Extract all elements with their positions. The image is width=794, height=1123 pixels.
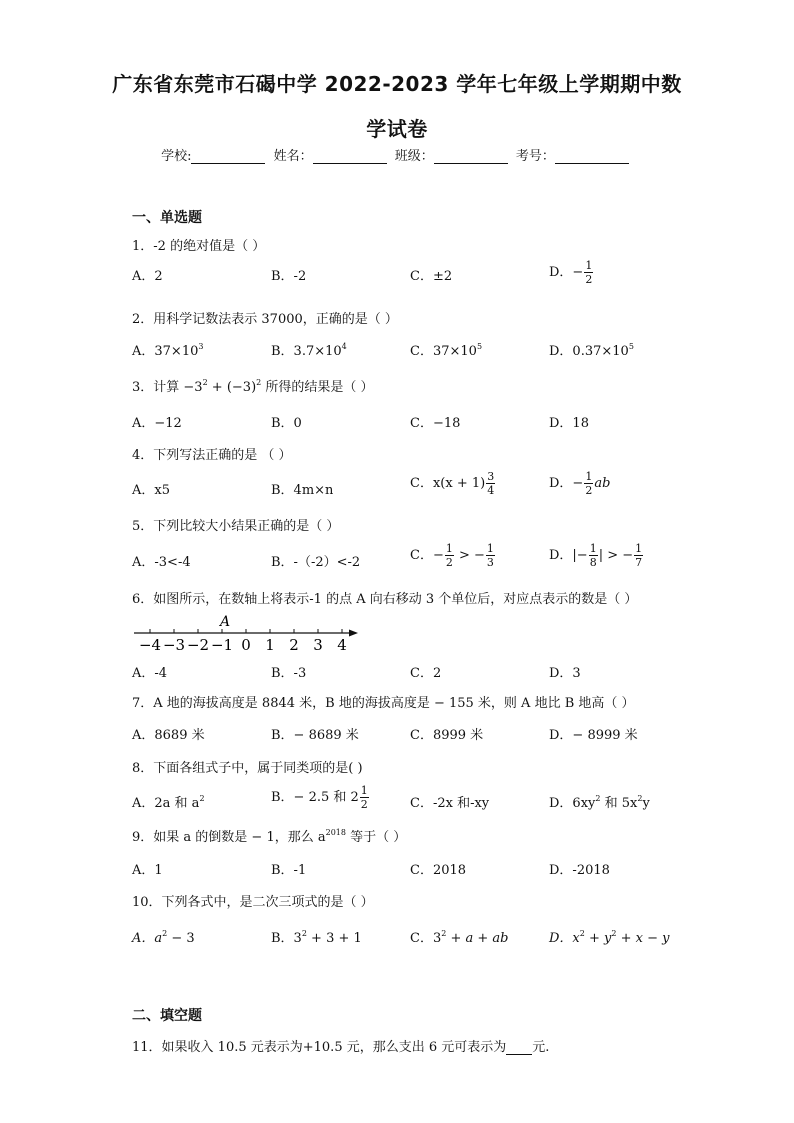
q7-option-b[interactable]: B．− 8689 米 (271, 728, 359, 743)
question-10-options (132, 927, 692, 957)
section-title-single-choice: 一、单选题 (132, 210, 202, 226)
q7-option-a[interactable]: A．8689 米 (132, 728, 205, 743)
q10-option-c[interactable] (410, 927, 508, 946)
q3-option-b[interactable]: B．0 (271, 416, 302, 431)
exam-number-blank[interactable] (555, 151, 629, 164)
q1-d-numerator: 1 (585, 259, 593, 272)
q8-b-fraction (360, 784, 369, 811)
q4-option-d[interactable] (549, 470, 610, 497)
q3-option-a[interactable]: A．−12 (132, 416, 182, 431)
q8-b-text: B．− 2.5 和 2 (271, 790, 359, 805)
q5-c-num2: 1 (486, 542, 494, 555)
q5-d-num2: 1 (635, 542, 643, 555)
q11-answer-blank[interactable] (506, 1042, 532, 1055)
class-blank[interactable] (434, 151, 508, 164)
q1-d-denominator: 2 (585, 273, 593, 286)
q4-c-fraction (486, 470, 495, 497)
question-11-stem (132, 1036, 549, 1055)
q8-d-pre: D．6xy (549, 796, 596, 811)
q6-option-c[interactable]: C．2 (410, 666, 442, 681)
q8-d-post: y (642, 796, 650, 811)
number-line-tick-label: −4 (138, 636, 162, 652)
q2-a-text: A．37×10 (132, 344, 199, 359)
q9-option-b[interactable]: B．-1 (271, 863, 307, 878)
q10-c-pre: C．3 (410, 931, 442, 946)
q8-d-exp1: 2 (595, 794, 601, 803)
q5-c-mid: > − (454, 548, 485, 563)
question-3-stem (132, 376, 374, 395)
q5-option-b[interactable]: B．-（-2）<-2 (271, 555, 361, 570)
question-8-stem: 8．下面各组式子中，属于同类项的是( ) (132, 761, 363, 776)
q10-b-exp: 2 (301, 929, 307, 938)
q11-stem-pre: 11．如果收入 10.5 元表示为+10.5 元，那么支出 6 元可表示为 (132, 1040, 507, 1055)
q8-d-mid: 和 5x (600, 796, 638, 811)
q8-a-text: A．2a 和 a (132, 796, 200, 811)
question-6-options (132, 662, 692, 692)
q9-option-a[interactable]: A．1 (132, 863, 163, 878)
q10-b-pre: B．3 (271, 931, 302, 946)
question-9-stem (132, 826, 406, 845)
q5-c-den1: 2 (445, 556, 453, 569)
q2-d-exponent: 5 (628, 342, 634, 351)
q4-option-c[interactable] (410, 470, 496, 497)
q10-c-post: + a + ab (446, 931, 509, 946)
q8-option-b[interactable] (271, 784, 370, 811)
exam-title-line1: 广东省东莞市石碣中学 2022-2023 学年七年级上学期期中数 (112, 72, 682, 96)
point-a-label: A (219, 614, 231, 630)
q4-c-denominator: 4 (487, 484, 495, 497)
q9-stem-exponent: 2018 (325, 828, 346, 837)
q5-d-den2: 7 (635, 556, 643, 569)
q1-option-a[interactable]: A．2 (132, 269, 163, 284)
q8-b-numerator: 1 (360, 784, 368, 797)
q10-d-pre: D．x (549, 931, 580, 946)
q3-stem-pre: 3．计算 −3 (132, 380, 203, 395)
q5-c-num1: 1 (445, 542, 453, 555)
exam-title-line2: 学试卷 (366, 117, 428, 141)
q6-option-a[interactable]: A．-4 (132, 666, 168, 681)
number-line-arrow (349, 630, 358, 637)
exam-number-label: 考号： (515, 149, 555, 164)
q4-d-numerator: 1 (585, 470, 593, 483)
question-5-options (132, 542, 692, 578)
number-line-tick-label: 1 (265, 636, 275, 652)
question-7-options (132, 724, 692, 754)
q6-option-b[interactable]: B．-3 (271, 666, 307, 681)
q7-option-d[interactable]: D．− 8999 米 (549, 728, 638, 743)
question-7-stem: 7．A 地的海拔高度是 8844 米，B 地的海拔高度是 − 155 米，则 A 地比 B 地高（ ） (132, 696, 635, 711)
number-line-figure (132, 612, 362, 652)
question-5-stem: 5．下列比较大小结果正确的是（ ） (132, 519, 340, 534)
q3-stem-mid: + (−3) (207, 380, 257, 395)
question-3-options (132, 412, 692, 442)
q10-option-a[interactable] (132, 927, 195, 946)
q3-exp-1: 2 (202, 378, 208, 387)
q10-d-mid: + y (584, 931, 612, 946)
question-8-options (132, 784, 692, 820)
q4-c-numerator: 3 (487, 470, 495, 483)
section-title-fill-blank: 二、填空题 (132, 1008, 202, 1024)
question-4-stem: 4．下列写法正确的是 （ ） (132, 448, 292, 463)
q4-d-suffix: ab (594, 476, 611, 491)
q8-a-exponent: 2 (199, 794, 205, 803)
question-1-options (132, 259, 692, 295)
q5-option-c[interactable] (410, 542, 496, 569)
q5-c-prefix: C．− (410, 548, 444, 563)
q10-option-d[interactable] (549, 927, 669, 946)
q10-option-b[interactable] (271, 927, 362, 946)
q4-d-denominator: 2 (585, 484, 593, 497)
class-label: 班级： (394, 149, 434, 164)
q5-c-fraction-1 (445, 542, 454, 569)
q6-option-d[interactable]: D．3 (549, 666, 581, 681)
q2-c-text: C．37×10 (410, 344, 477, 359)
q10-d-exp2: 2 (611, 929, 617, 938)
number-line-tick-label: 0 (241, 636, 251, 652)
q5-d-mid: | > − (598, 548, 634, 563)
q5-c-den2: 3 (486, 556, 494, 569)
question-10-stem: 10．下列各式中，是二次三项式的是（ ） (132, 895, 374, 910)
q2-d-text: D．0.37×10 (549, 344, 629, 359)
q2-option-a[interactable] (132, 340, 203, 359)
q2-b-text: B．3.7×10 (271, 344, 342, 359)
q9-option-c[interactable]: C．2018 (410, 863, 467, 878)
q10-d-exp1: 2 (579, 929, 585, 938)
q4-d-fraction (584, 470, 593, 497)
number-line-tick-label: 4 (337, 636, 347, 652)
question-9-options (132, 859, 692, 889)
question-4-options (132, 470, 692, 506)
question-2-stem: 2．用科学记数法表示 37000，正确的是（ ） (132, 312, 398, 327)
number-line-tick-label: −2 (186, 636, 210, 652)
q3-stem-post: 所得的结果是（ ） (261, 380, 374, 395)
question-6-stem: 6．如图所示，在数轴上将表示-1 的点 A 向右移动 3 个单位后，对应点表示的数是（ ） (132, 592, 638, 607)
q9-option-d[interactable]: D．-2018 (549, 863, 610, 878)
q2-option-d[interactable] (549, 340, 634, 359)
q4-d-prefix: D．− (549, 476, 584, 491)
q5-d-num1: 1 (589, 542, 597, 555)
q10-a-post: − 3 (167, 931, 195, 946)
q8-option-d[interactable] (549, 792, 650, 811)
q10-a-exp: 2 (162, 929, 168, 938)
q1-option-c[interactable]: C．±2 (410, 269, 453, 284)
number-line-tick-label: 2 (289, 636, 299, 652)
q10-d-post: + x − y (616, 931, 670, 946)
q2-b-exponent: 4 (341, 342, 347, 351)
question-2-options (132, 340, 692, 370)
q5-option-d[interactable] (549, 542, 644, 569)
q5-option-a[interactable]: A．-3<-4 (132, 555, 191, 570)
student-info-row (0, 145, 794, 164)
number-line-tick-label: 3 (313, 636, 323, 652)
q1-option-d[interactable] (549, 259, 594, 286)
number-line-tick-label: −3 (162, 636, 186, 652)
q11-stem-post: 元. (532, 1040, 550, 1055)
q1-option-b[interactable]: B．-2 (271, 269, 307, 284)
q2-option-c[interactable] (410, 340, 482, 359)
q3-exp-2: 2 (256, 378, 262, 387)
school-blank[interactable] (191, 151, 265, 164)
q2-c-exponent: 5 (476, 342, 483, 351)
q5-d-prefix: D．|− (549, 548, 588, 563)
name-label: 姓名： (273, 149, 313, 164)
q4-c-prefix: C．x(x + 1) (410, 476, 486, 491)
q9-stem-post: 等于（ ） (345, 830, 407, 845)
q8-b-denominator: 2 (360, 798, 368, 811)
q8-option-c[interactable]: C．-2x 和-xy (410, 796, 490, 811)
q10-b-post: + 3 + 1 (306, 931, 362, 946)
q5-c-fraction-2 (486, 542, 495, 569)
question-1-stem: 1．-2 的绝对值是（ ） (132, 239, 266, 254)
q10-c-exp: 2 (441, 929, 447, 938)
q4-option-b[interactable]: B．4m×n (271, 483, 334, 498)
school-label: 学校: (161, 149, 192, 164)
q5-d-den1: 8 (589, 556, 597, 569)
q7-option-c[interactable]: C．8999 米 (410, 728, 484, 743)
q5-d-fraction-2 (634, 542, 643, 569)
q8-option-a[interactable] (132, 792, 205, 811)
q8-d-exp2: 2 (637, 794, 643, 803)
q9-stem-pre: 9．如果 a 的倒数是 − 1，那么 a (132, 830, 326, 845)
q2-option-b[interactable] (271, 340, 347, 359)
q10-a-pre: A．a (132, 931, 163, 946)
q3-option-d[interactable]: D．18 (549, 416, 589, 431)
q4-option-a[interactable]: A．x5 (132, 483, 170, 498)
q2-a-exponent: 3 (198, 342, 204, 351)
q5-d-fraction-1 (589, 542, 598, 569)
number-line-tick-label: −1 (210, 636, 234, 652)
q1-d-fraction (584, 259, 593, 286)
q1-d-prefix: D．− (549, 265, 584, 280)
q3-option-c[interactable]: C．−18 (410, 416, 461, 431)
name-blank[interactable] (313, 151, 387, 164)
